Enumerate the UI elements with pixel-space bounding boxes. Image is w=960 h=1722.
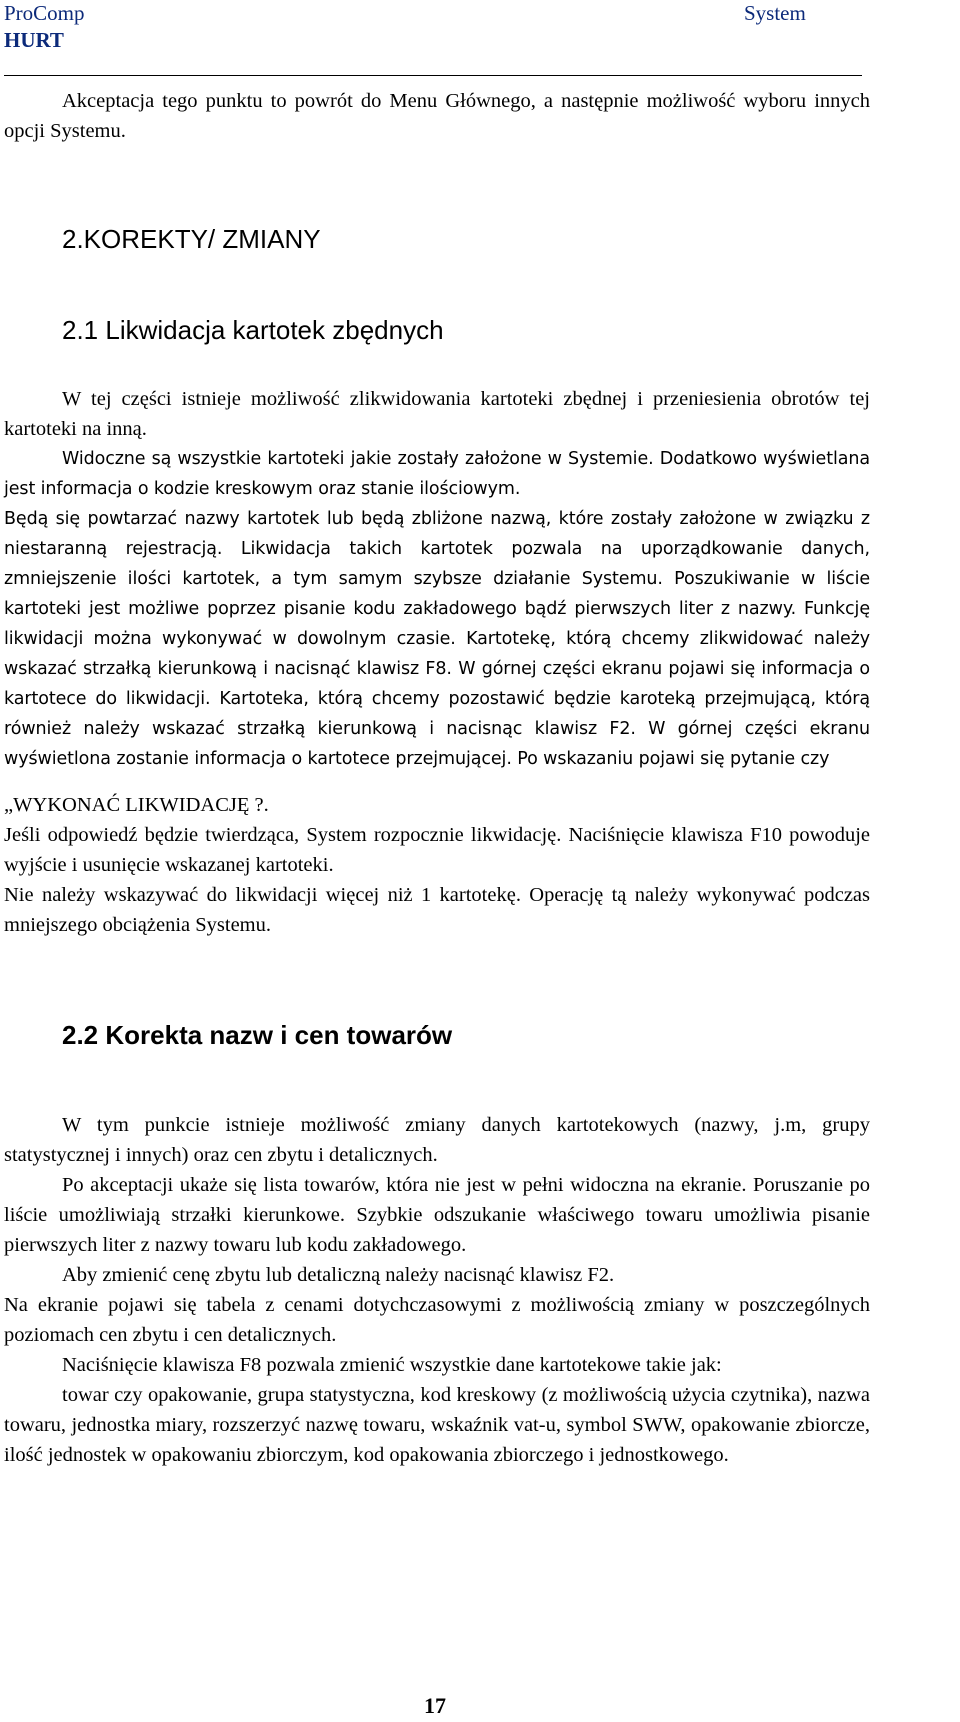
sub1-serif-block <box>4 790 870 940</box>
intro-block <box>4 86 870 146</box>
sub1-sans-block <box>4 444 870 774</box>
header-company: HURT <box>4 28 64 52</box>
sub1-paragraph-4: „WYKONAĆ LIKWIDACJĘ ?. <box>4 794 269 816</box>
page-number: 17 <box>424 1693 446 1718</box>
sub1-paragraph-1: W tej części istnieje możliwość zlikwidowania kartoteki zbędnej i przeniesienia obrotów tej kartoteki na inną. <box>4 388 870 440</box>
section-title: 2.KOREKTY/ ZMIANY <box>62 224 321 254</box>
sub2-paragraph-6: towar czy opakowanie, grupa statystyczna, kod kreskowy (z możliwością użycia czytnika), nazwa towaru, jednostka miary, rozszerzyć nazwę towaru, wskaźnik vat-u, symbol SWW, opakowanie zbiorcze, ilość jednostek w opakowaniu zbiorczym, kod opakowania zbiorczego i jednostkowego. <box>4 1384 870 1466</box>
subsection-title-2-1: 2.1 Likwidacja kartotek zbędnych <box>62 315 444 345</box>
sub1-paragraph-3: Będą się powtarzać nazwy kartotek lub będą zbliżone nazwą, które zostały założone w związku z niestaranną rejestracją. Likwidacja takich kartotek pozwala na uporządkowanie danych, zmniejszenie ilości kartotek, a tym samym szybsze działanie Systemu. Poszukiwanie w liście kartoteki jest możliwe poprzez pisanie kodu zakładowego bądź pierwszych liter z nazwy. Funkcję likwidacji można wykonywać w dowolnym czasie. Kartotekę, którą chcemy zlikwidować należy wskazać strzałką kierunkową i nacisnąć klawisz F8. W górnej części ekranu pojawi się informacja o kartotece do likwidacji. Kartoteka, którą chcemy pozostawić będzie karoteką przejmującą, którą również należy wskazać strzałką kierunkową i nacisnąc klawisz F2. W górnej części ekranu wyświetlona zostanie informacja o kartotece przejmującej. Po wskazaniu pojawi się pytanie czy <box>4 509 870 769</box>
sub2-paragraph-1: W tym punkcie istnieje możliwość zmiany danych kartotekowych (nazwy, j.m, grupy statystycznej i innych) oraz cen zbytu i detalicznych. <box>4 1114 870 1166</box>
sub2-paragraph-5: Naciśnięcie klawisza F8 pozwala zmienić wszystkie dane kartotekowe takie jak: <box>62 1354 722 1376</box>
sub2-paragraph-4: Na ekranie pojawi się tabela z cenami dotychczasowymi z możliwością zmiany w poszczególnych poziomach cen zbytu i cen detalicznych. <box>4 1294 870 1346</box>
sub1-paragraph-1-block <box>4 384 870 444</box>
sub1-paragraph-2: Widoczne są wszystkie kartoteki jakie zostały założone w Systemie. Dodatkowo wyświetlana jest informacja o kodzie kreskowym oraz stanie ilościowym. <box>4 449 870 499</box>
header-brand: ProComp <box>4 1 85 25</box>
sub1-paragraph-6: Nie należy wskazywać do likwidacji więcej niż 1 kartotekę. Operację tą należy wykonywać podczas mniejszego obciążenia Systemu. <box>4 884 870 936</box>
sub2-paragraph-3: Aby zmienić cenę zbytu lub detaliczną należy nacisnąć klawisz F2. <box>62 1264 615 1286</box>
header-system: System <box>744 1 806 25</box>
subsection-number: 2.2 <box>62 1020 106 1050</box>
intro-paragraph: Akceptacja tego punktu to powrót do Menu Głównego, a następnie możliwość wyboru innych opcji Systemu. <box>4 90 870 142</box>
subsection-text: Korekta nazw i cen towarów <box>105 1020 453 1050</box>
sub2-paragraph-2: Po akceptacji ukaże się lista towarów, która nie jest w pełni widoczna na ekranie. Poruszanie po liście umożliwiają strzałki kierunkowe. Szybkie odszukanie właściwego towaru umożliwia pisanie pierwszych liter z nazwy towaru lub kodu zakładowego. <box>4 1174 870 1256</box>
sub2-block <box>4 1110 870 1470</box>
sub1-paragraph-5: Jeśli odpowiedź będzie twierdząca, System rozpocznie likwidację. Naciśnięcie klawisza F10 powoduje wyjście i usunięcie wskazanej kartoteki. <box>4 824 870 876</box>
subsection-title-2-2 <box>62 1019 452 1051</box>
header-rule <box>4 75 862 76</box>
